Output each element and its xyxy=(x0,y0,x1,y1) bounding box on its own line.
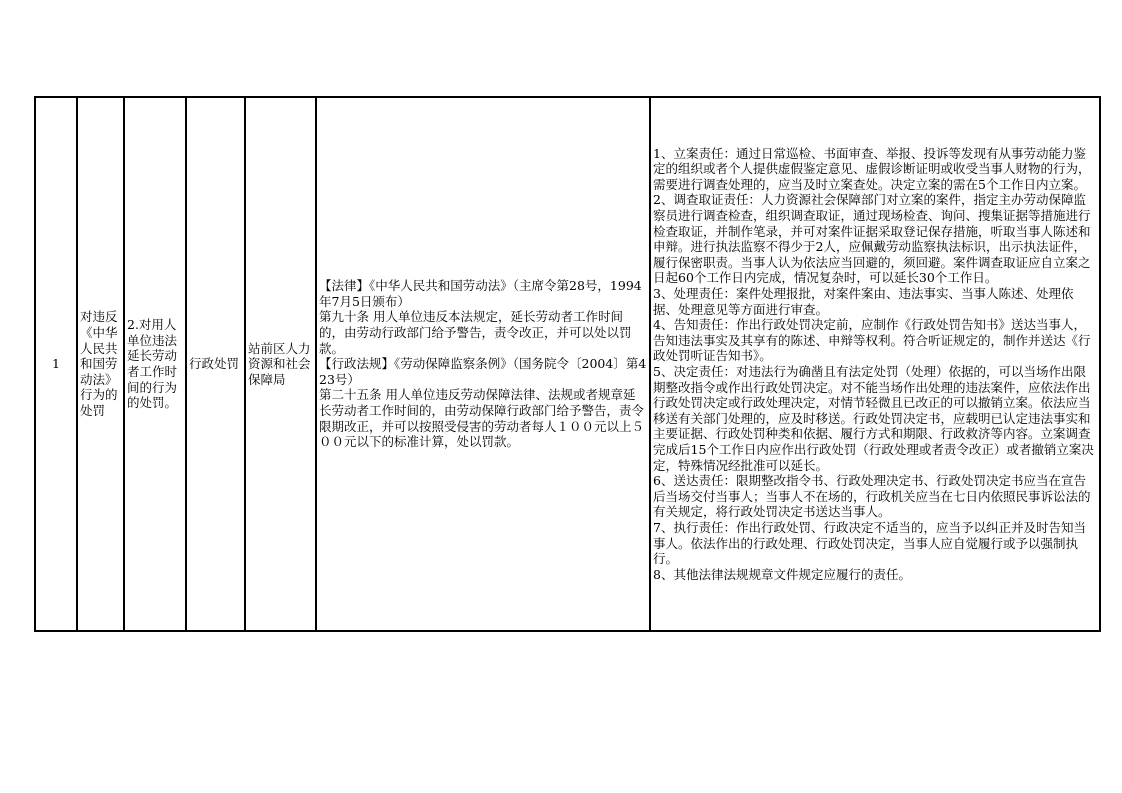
basis-regulation-article: 第二十五条 用人单位违反劳动保障法律、法规或者规章延长劳动者工作时间的，由劳动保障行政部门给予警告，责令限期改正，并可以按照受侵害的劳动者每人１００元以上５００元以下的标准计算，处以罚款。 xyxy=(319,387,645,450)
legal-basis-cell xyxy=(316,97,650,631)
duty-execution: 7、执行责任：作出行政处罚、行政决定不适当的，应当予以纠正并及时告知当事人。依法作出的行政处理、行政处罚决定，当事人应自觉履行或予以强制执行。 xyxy=(653,519,1086,567)
item-name-cell: 对违反《中华人民共和国劳动法》行为的处罚 xyxy=(77,97,124,631)
basis-law-article: 第九十条 用人单位违反本法规定，延长劳动者工作时间的，由劳动行政部门给予警告，责令改正，并可以处以罚款。 xyxy=(319,309,632,356)
duty-notification: 4、告知责任：作出行政处罚决定前，应制作《行政处罚告知书》送达当事人，告知违法事实及其享有的陈述、申辩等权利。符合听证规定的，制作并送达《行政处罚听证告知书》。 xyxy=(653,317,1091,364)
duty-investigation: 2、调查取证责任：人力资源社会保障部门对立案的案件，指定主办劳动保障监察员进行调查检查，组织调查取证，通过现场检查、询问、搜集证据等措施进行检查取证，并制作笔录，并可对案件证据采取登记保存措施，听取当事人陈述和申辩。进行执法监察不得少于2人，应佩戴劳动监察执法标识，出示执法证件，履行保密职责。当事人认为依法应当回避的，须回避。案件调查取证应自立案之日起60个工作日内完成，情况复杂时，可以延长30个工作日。 xyxy=(653,192,1091,286)
duty-other: 8、其他法律法规规章文件规定应履行的责任。 xyxy=(653,566,911,582)
table-row xyxy=(35,97,1100,631)
responsibility-cell xyxy=(650,97,1100,631)
duty-review: 3、处理责任：案件处理报批，对案件案由、违法事实、当事人陈述、处理依据、处理意见等方面进行审查。 xyxy=(653,286,1074,317)
basis-regulation-title: 【行政法规】《劳动保障监察条例》（国务院令〔2004〕第423号） xyxy=(319,356,647,387)
duty-delivery: 6、送达责任：限期整改指令书、行政处理决定书、行政处罚决定书应当在宣告后当场交付当事人；当事人不在场的，行政机关应当在七日内依照民事诉讼法的有关规定，将行政处罚决定书送达当事人。 xyxy=(653,473,1091,520)
row-number: 1 xyxy=(35,97,77,631)
category-cell: 行政处罚 xyxy=(186,97,245,631)
duty-filing: 1、立案责任：通过日常巡检、书面审查、举报、投诉等发现有从事劳动能力鉴定的组织或者个人提供虚假鉴定意见、虚假诊断证明或收受当事人财物的行为，需要进行调查处理的，应当及时立案查处。决定立案的需在5个工作日内立案。 xyxy=(653,145,1091,192)
duty-decision: 5、决定责任：对违法行为确凿且有法定处罚（处理）依据的，可以当场作出限期整改指令或作出行政处罚决定。对不能当场作出处理的违法案件，应依法作出行政处罚决定或行政处理决定，对情节轻微且已改正的可以撤销立案。依法应当移送有关部门处理的，应及时移送。行政处罚决定书，应载明已认定违法事实和主要证据、行政处罚种类和依据、履行方式和期限、行政救济等内容。立案调查完成后15个工作日内应作出行政处罚（行政处理或者责令改正）或者撤销立案决定，特殊情况经批准可以延长。 xyxy=(653,364,1094,473)
department-cell: 站前区人力资源和社会保障局 xyxy=(245,97,316,631)
basis-law-title: 【法律】《中华人民共和国劳动法》（主席令第28号，1994年7月5日颁布） xyxy=(319,278,642,309)
power-list-table xyxy=(34,96,1101,632)
sub-item-cell: 2.对用人单位违法延长劳动者工作时间的行为的处罚。 xyxy=(124,97,186,631)
